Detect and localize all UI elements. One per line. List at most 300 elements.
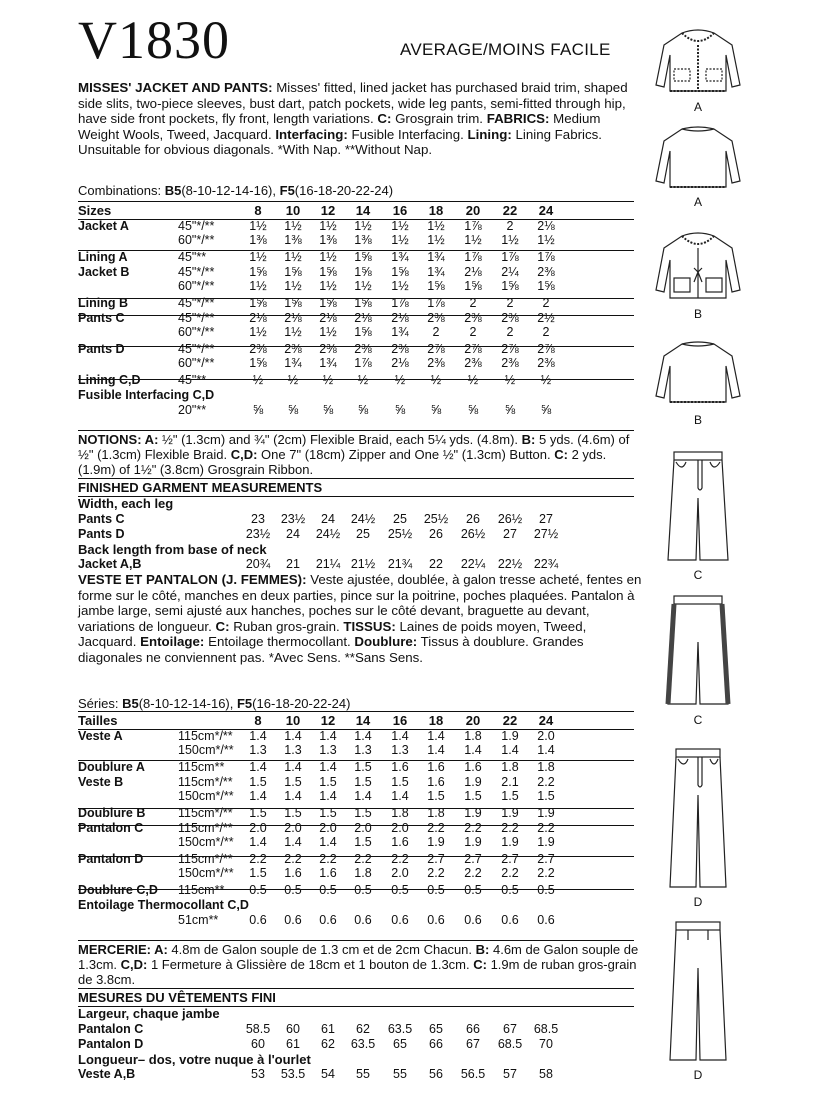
finished-value: 55 xyxy=(393,1067,407,1081)
notions-en-text: 5 yds. (4.6m) of ½" (1.3cm) Flexible Braid. xyxy=(78,432,630,462)
yardage-value: ½ xyxy=(394,373,406,387)
yardage-row xyxy=(78,342,634,356)
yardage-value: 1.4 xyxy=(427,729,445,743)
finished-row-label: Pants C xyxy=(78,512,125,526)
group-rule xyxy=(78,346,634,347)
finished-value: 65 xyxy=(393,1037,407,1051)
yardage-value: 1½ xyxy=(284,279,302,293)
yardage-value: 1⅝ xyxy=(319,296,337,310)
pants-d-front-illustration xyxy=(652,745,744,893)
yardage-value: 1.9 xyxy=(537,806,555,820)
fabric-width: 115cm*/** xyxy=(178,821,233,835)
yardage-value: 0.5 xyxy=(249,883,267,897)
row-label: Veste B xyxy=(78,775,124,789)
size-column-header: 14 xyxy=(355,203,371,218)
yardage-value: 2.2 xyxy=(427,866,445,880)
group-rule xyxy=(78,379,634,380)
yardage-value: 2⅞ xyxy=(464,342,482,356)
notions-fr-text: 1.9m de ruban gros-grain de 3.8cm. xyxy=(78,957,637,987)
desc-fr-doublure: Doublure: xyxy=(354,634,418,650)
finished-value: 53 xyxy=(251,1067,265,1081)
yardage-value: 1.4 xyxy=(284,729,302,743)
yardage-value: 1⅜ xyxy=(319,233,337,247)
yardage-value: 1⅝ xyxy=(537,279,555,293)
yardage-value: 2.2 xyxy=(249,852,267,866)
finished-row xyxy=(78,1022,634,1036)
yardage-value: 2.2 xyxy=(464,821,482,835)
yardage-value: 2 xyxy=(542,325,550,339)
yardage-value: ⅝ xyxy=(287,403,299,417)
yardage-value: 0.6 xyxy=(537,913,555,927)
yardage-value: 2.2 xyxy=(501,821,519,835)
yardage-value: 2.2 xyxy=(464,866,482,880)
yardage-value: 2½ xyxy=(537,311,555,325)
fabric-width: 51cm** xyxy=(178,913,219,927)
yardage-value: 1½ xyxy=(537,233,555,247)
yardage-value: 1.5 xyxy=(284,806,302,820)
yardage-value: 1.4 xyxy=(464,743,482,757)
yardage-value: 0.5 xyxy=(319,883,337,897)
yardage-value: 0.5 xyxy=(427,883,445,897)
pants-c-back-illustration xyxy=(652,592,744,710)
size-column-header: 20 xyxy=(465,713,481,728)
yardage-value: 2⅜ xyxy=(537,356,555,370)
yardage-value: 1⅞ xyxy=(537,250,555,264)
yardage-value: 1½ xyxy=(284,325,302,339)
yardage-value: 1.8 xyxy=(427,806,445,820)
fabric-width: 60"*/** xyxy=(178,279,215,293)
size-column-header: 18 xyxy=(428,713,444,728)
finished-value: 61 xyxy=(286,1037,300,1051)
yardage-value: ½ xyxy=(322,373,334,387)
yardage-value: 1¾ xyxy=(427,250,445,264)
yardage-value: ⅝ xyxy=(357,403,369,417)
fabric-width: 45"*/** xyxy=(178,219,215,233)
figure-label: B xyxy=(693,413,702,427)
yardage-value: 1½ xyxy=(354,219,372,233)
yardage-value: 1.3 xyxy=(284,743,302,757)
combo-f5-range: (16-18-20-22-24) xyxy=(294,183,394,198)
yardage-row xyxy=(78,403,634,417)
yardage-value: ⅝ xyxy=(467,403,479,417)
yardage-value: 1.4 xyxy=(391,789,409,803)
yardage-value: 1.8 xyxy=(354,866,372,880)
yardage-value: 1.3 xyxy=(391,743,409,757)
desc-fr-tissus: TISSUS: xyxy=(343,618,396,634)
yardage-value: 1.6 xyxy=(427,760,445,774)
yardage-value: 1.5 xyxy=(537,789,555,803)
yardage-value: 1½ xyxy=(464,233,482,247)
combinations-en xyxy=(78,183,393,198)
size-column-header: 8 xyxy=(254,713,262,728)
yardage-value: 2.0 xyxy=(391,821,409,835)
back-length-label: Back length from base of neck xyxy=(78,542,267,557)
finished-value: 21¾ xyxy=(387,557,413,571)
fabric-width: 45"*/** xyxy=(178,265,215,279)
jacket-b-front-illustration xyxy=(652,228,744,306)
row-label: Lining A xyxy=(78,250,128,264)
yardage-row xyxy=(78,821,634,835)
yardage-value: 2⅜ xyxy=(501,356,519,370)
finished-value: 26½ xyxy=(497,512,523,526)
finished-value: 65 xyxy=(429,1022,443,1036)
combo-f5: F5 xyxy=(279,183,295,198)
yardage-value: ⅝ xyxy=(322,403,334,417)
yardage-value: 2.2 xyxy=(427,821,445,835)
yardage-value: 0.5 xyxy=(537,883,555,897)
finished-value: 26 xyxy=(429,527,443,541)
yardage-row xyxy=(78,789,634,803)
yardage-value: 1⅞ xyxy=(464,219,482,233)
yardage-row xyxy=(78,775,634,789)
row-label: Lining C,D xyxy=(78,373,141,387)
fabric-width: 150cm*/** xyxy=(178,743,234,757)
yardage-value: 1.6 xyxy=(319,866,337,880)
yardage-value: ⅝ xyxy=(540,403,552,417)
yardage-value: 1.9 xyxy=(501,835,519,849)
yardage-value: 1⅝ xyxy=(354,296,372,310)
yardage-value: 1.5 xyxy=(249,806,267,820)
finished-value: 21½ xyxy=(350,557,376,571)
yardage-value: 2⅜ xyxy=(354,342,372,356)
yardage-value: ½ xyxy=(467,373,479,387)
figure-label: C xyxy=(693,568,703,582)
group-rule xyxy=(78,315,634,316)
yardage-row xyxy=(78,913,634,927)
yardage-value: 1⅞ xyxy=(464,250,482,264)
yardage-value: 1½ xyxy=(391,233,409,247)
finished-row-label: Pantalon C xyxy=(78,1022,144,1036)
desc-fr-text: Veste ajustée, doublée, à galon tresse acheté, fentes en forme sur le côté, manches en deux parties, pince sur la poitrine, poches plaquées. Pantalon à jambe large, semi ajusté aux hanches, poches sur le côté devant, braguette au devant, variations de longueur. xyxy=(78,572,642,634)
fabric-width: 45"** xyxy=(178,250,207,264)
row-label: Entoilage Thermocollant C,D xyxy=(78,898,249,912)
combo-b5-range: (8-10-12-14-16), xyxy=(181,183,280,198)
combo-prefix: Séries: xyxy=(78,696,123,711)
yardage-value: 1.5 xyxy=(501,789,519,803)
yardage-value: 1.6 xyxy=(284,866,302,880)
yardage-value: ⅝ xyxy=(394,403,406,417)
yardage-value: 1⅝ xyxy=(354,265,372,279)
yardage-value: 1½ xyxy=(249,279,267,293)
fabric-width: 150cm*/** xyxy=(178,866,234,880)
row-label: Jacket B xyxy=(78,265,130,279)
finished-value: 22½ xyxy=(497,557,523,571)
yardage-value: 2.2 xyxy=(537,821,555,835)
yardage-row xyxy=(78,898,634,912)
finished-row xyxy=(78,527,634,541)
finished-value: 67 xyxy=(466,1037,480,1051)
yardage-value: ½ xyxy=(287,373,299,387)
yardage-value: 1.9 xyxy=(464,806,482,820)
finished-value: 57 xyxy=(503,1067,517,1081)
row-label: Pants D xyxy=(78,342,125,356)
yardage-value: 2 xyxy=(506,325,514,339)
yardage-value: 2¼ xyxy=(501,265,519,279)
desc-en-interfacing: Interfacing: xyxy=(275,126,348,142)
yardage-value: 1½ xyxy=(427,233,445,247)
yardage-value: 1.5 xyxy=(249,866,267,880)
finished-value: 24½ xyxy=(315,527,341,541)
yardage-row xyxy=(78,233,634,247)
yardage-value: 1.3 xyxy=(319,743,337,757)
yardage-value: 1⅝ xyxy=(249,265,267,279)
finished-value: 23½ xyxy=(280,512,306,526)
row-label: Pantalon D xyxy=(78,852,144,866)
yardage-value: 1.4 xyxy=(319,729,337,743)
yardage-value: 1⅜ xyxy=(284,233,302,247)
row-label: Jacket A xyxy=(78,219,129,233)
sizes-header-row xyxy=(78,203,634,217)
yardage-value: 1⅝ xyxy=(284,296,302,310)
finished-title: MESURES DU VÊTEMENTS FINI xyxy=(78,990,276,1005)
size-column-header: 14 xyxy=(355,713,371,728)
yardage-value: 2.0 xyxy=(249,821,267,835)
group-rule xyxy=(78,889,634,890)
figure-label: D xyxy=(693,895,703,909)
yardage-value: 0.5 xyxy=(464,883,482,897)
fabric-width: 115cm*/** xyxy=(178,729,233,743)
pants-c-front-illustration xyxy=(652,448,744,566)
finished-value: 60 xyxy=(251,1037,265,1051)
yardage-row xyxy=(78,883,634,897)
sizes-label: Sizes xyxy=(78,203,112,218)
yardage-value: 1.4 xyxy=(284,789,302,803)
finished-value: 62 xyxy=(321,1037,335,1051)
yardage-value: 1⅜ xyxy=(249,233,267,247)
yardage-value: 2⅜ xyxy=(319,342,337,356)
yardage-value: 1.5 xyxy=(354,775,372,789)
notions-en-a: NOTIONS: A: xyxy=(78,432,159,447)
yardage-value: 2.2 xyxy=(537,775,555,789)
yardage-value: 1.8 xyxy=(501,760,519,774)
yardage-value: 2.7 xyxy=(537,852,555,866)
notions-en-b: B: xyxy=(521,432,536,447)
yardage-value: 2.2 xyxy=(501,866,519,880)
finished-value: 53.5 xyxy=(280,1067,306,1081)
notions-fr-text: 1 Fermeture à Glissière de 18cm et 1 bouton de 1.3cm. xyxy=(147,957,474,972)
yardage-value: 1.4 xyxy=(427,743,445,757)
yardage-value: 1⅝ xyxy=(354,325,372,339)
group-rule xyxy=(78,856,634,857)
yardage-value: 1.4 xyxy=(501,743,519,757)
yardage-value: 2⅜ xyxy=(249,342,267,356)
yardage-value: 1.5 xyxy=(427,789,445,803)
fabric-width: 115cm** xyxy=(178,760,225,774)
finished-value: 70 xyxy=(539,1037,553,1051)
size-column-header: 12 xyxy=(320,203,336,218)
finished-value: 60 xyxy=(286,1022,300,1036)
finished-value: 67 xyxy=(503,1022,517,1036)
yardage-value: 1½ xyxy=(284,219,302,233)
desc-en-text: Lining Fabrics. Unsuitable for obvious diagonals. *With Nap. **Without Nap. xyxy=(78,126,602,158)
desc-en-lining: Lining: xyxy=(467,126,512,142)
finished-value: 22 xyxy=(429,557,443,571)
yardage-value: 1.9 xyxy=(464,835,482,849)
group-rule xyxy=(78,760,634,761)
yardage-value: 0.6 xyxy=(391,913,409,927)
yardage-value: 2.7 xyxy=(501,852,519,866)
desc-en-text: Medium Weight Wools, Tweed, Jacquard. xyxy=(78,111,601,142)
yardage-value: 1½ xyxy=(249,250,267,264)
fabric-width: 115cm*/** xyxy=(178,775,233,789)
group-rule xyxy=(78,430,634,431)
yardage-value: 2.0 xyxy=(391,866,409,880)
yardage-value: ⅝ xyxy=(430,403,442,417)
group-rule xyxy=(78,298,634,299)
row-label: Doublure B xyxy=(78,806,146,820)
yardage-value: 1.5 xyxy=(354,806,372,820)
yardage-row xyxy=(78,373,634,387)
yardage-value: 1.5 xyxy=(354,760,372,774)
finished-value: 55 xyxy=(356,1067,370,1081)
yardage-value: 1⅝ xyxy=(427,279,445,293)
yardage-value: 1.6 xyxy=(391,760,409,774)
jacket-b-back-illustration xyxy=(652,338,744,408)
yardage-value: 2⅛ xyxy=(354,311,372,325)
finished-value: 63.5 xyxy=(350,1037,376,1051)
yardage-value: 1⅝ xyxy=(249,356,267,370)
yardage-value: ⅝ xyxy=(252,403,264,417)
yardage-value: 1.4 xyxy=(354,789,372,803)
yardage-value: 1.8 xyxy=(537,760,555,774)
finished-value: 23½ xyxy=(245,527,271,541)
yardage-value: 1⅜ xyxy=(354,233,372,247)
finished-value: 58.5 xyxy=(245,1022,271,1036)
desc-en-c: C: xyxy=(377,111,392,127)
notions-en-cd: C,D: xyxy=(230,447,258,462)
yardage-value: 1.5 xyxy=(284,775,302,789)
finished-row xyxy=(78,1067,634,1081)
yardage-value: 1.4 xyxy=(249,760,267,774)
finished-value: 25½ xyxy=(423,512,449,526)
yardage-value: 2⅜ xyxy=(501,311,519,325)
yardage-row xyxy=(78,279,634,293)
desc-fr-text: Entoilage thermocollant. xyxy=(204,634,355,650)
finished-value: 26 xyxy=(466,512,480,526)
yardage-row xyxy=(78,743,634,757)
yardage-value: 1⅝ xyxy=(391,265,409,279)
yardage-value: 1⅝ xyxy=(284,265,302,279)
yardage-value: 2⅞ xyxy=(427,342,445,356)
notions-en-text: 2 yds. (1.9m) of 1½" (3.8cm) Grosgrain Ribbon. xyxy=(78,447,607,477)
yardage-value: 1.4 xyxy=(537,743,555,757)
finished-value: 66 xyxy=(466,1022,480,1036)
finished-value: 22¼ xyxy=(460,557,486,571)
yardage-row xyxy=(78,729,634,743)
jacket-a-front-illustration xyxy=(652,25,744,100)
yardage-row xyxy=(78,835,634,849)
yardage-value: 1¾ xyxy=(319,356,337,370)
yardage-value: 1½ xyxy=(391,279,409,293)
table-top-rule xyxy=(78,711,634,712)
yardage-value: 1.4 xyxy=(284,835,302,849)
pattern-number: V1830 xyxy=(78,10,230,70)
yardage-value: 2.2 xyxy=(319,852,337,866)
finished-value: 27 xyxy=(539,512,553,526)
yardage-value: 2.2 xyxy=(284,852,302,866)
row-label: Doublure C,D xyxy=(78,883,158,897)
finished-value: 26½ xyxy=(460,527,486,541)
yardage-value: 2⅛ xyxy=(284,311,302,325)
yardage-value: 1¾ xyxy=(391,250,409,264)
finished-value: 27 xyxy=(503,527,517,541)
row-label: Veste A xyxy=(78,729,123,743)
notions-fr-b: B: xyxy=(475,942,490,957)
yardage-value: 1⅞ xyxy=(391,296,409,310)
size-column-header: 22 xyxy=(502,713,518,728)
yardage-row xyxy=(78,356,634,370)
notions-fr-c: C: xyxy=(473,957,487,972)
yardage-value: 1.9 xyxy=(501,729,519,743)
sizes-label: Tailles xyxy=(78,713,118,728)
sizes-header-row xyxy=(78,713,634,727)
yardage-value: 2 xyxy=(506,219,514,233)
finished-row-label: Jacket A,B xyxy=(78,557,142,571)
row-label: Pants C xyxy=(78,311,125,325)
finished-value: 23 xyxy=(251,512,265,526)
yardage-value: 2⅛ xyxy=(319,311,337,325)
finished-value: 25 xyxy=(393,512,407,526)
fabric-width: 115cm** xyxy=(178,883,225,897)
fabric-width: 60"*/** xyxy=(178,356,215,370)
notions-fr xyxy=(78,942,643,987)
group-rule xyxy=(78,940,634,941)
desc-fr-c: C: xyxy=(215,618,230,634)
fabric-width: 20"** xyxy=(178,403,207,417)
yardage-value: 1.9 xyxy=(464,775,482,789)
yardage-value: 2.0 xyxy=(284,821,302,835)
yardage-value: 0.5 xyxy=(354,883,372,897)
yardage-value: 1⅞ xyxy=(501,250,519,264)
yardage-value: 1.4 xyxy=(319,789,337,803)
size-column-header: 24 xyxy=(538,203,554,218)
finished-row xyxy=(78,512,634,526)
finished-value: 24 xyxy=(286,527,300,541)
yardage-row xyxy=(78,388,634,402)
desc-en-text: Fusible Interfacing. xyxy=(347,126,468,142)
jacket-a-back-illustration xyxy=(652,123,744,195)
yardage-row xyxy=(78,866,634,880)
fabric-width: 60"*/** xyxy=(178,325,215,339)
combinations-fr xyxy=(78,696,350,711)
row-label: Fusible Interfacing C,D xyxy=(78,388,215,402)
yardage-value: 2⅜ xyxy=(391,342,409,356)
yardage-value: 1.4 xyxy=(319,835,337,849)
size-column-header: 24 xyxy=(538,713,554,728)
yardage-value: 2.2 xyxy=(537,866,555,880)
yardage-value: 1¾ xyxy=(391,325,409,339)
fabric-width: 45"*/** xyxy=(178,311,215,325)
yardage-value: 1.9 xyxy=(427,835,445,849)
size-column-header: 10 xyxy=(285,203,301,218)
yardage-value: 1¾ xyxy=(427,265,445,279)
notions-fr-a: MERCERIE: A: xyxy=(78,942,168,957)
finished-value: 62 xyxy=(356,1022,370,1036)
yardage-value: 1⅝ xyxy=(249,296,267,310)
group-rule xyxy=(78,250,634,251)
yardage-value: 1.5 xyxy=(464,789,482,803)
back-length-label: Longueur– dos, votre nuque à l'ourlet xyxy=(78,1052,311,1067)
yardage-value: 1.4 xyxy=(249,835,267,849)
yardage-value: 0.6 xyxy=(427,913,445,927)
yardage-value: 1.4 xyxy=(284,760,302,774)
combo-f5-range: (16-18-20-22-24) xyxy=(252,696,351,711)
finished-value: 58 xyxy=(539,1067,553,1081)
yardage-value: 0.5 xyxy=(501,883,519,897)
fabric-width: 150cm*/** xyxy=(178,789,234,803)
yardage-value: 2⅛ xyxy=(391,311,409,325)
fabric-width: 60"*/** xyxy=(178,233,215,247)
